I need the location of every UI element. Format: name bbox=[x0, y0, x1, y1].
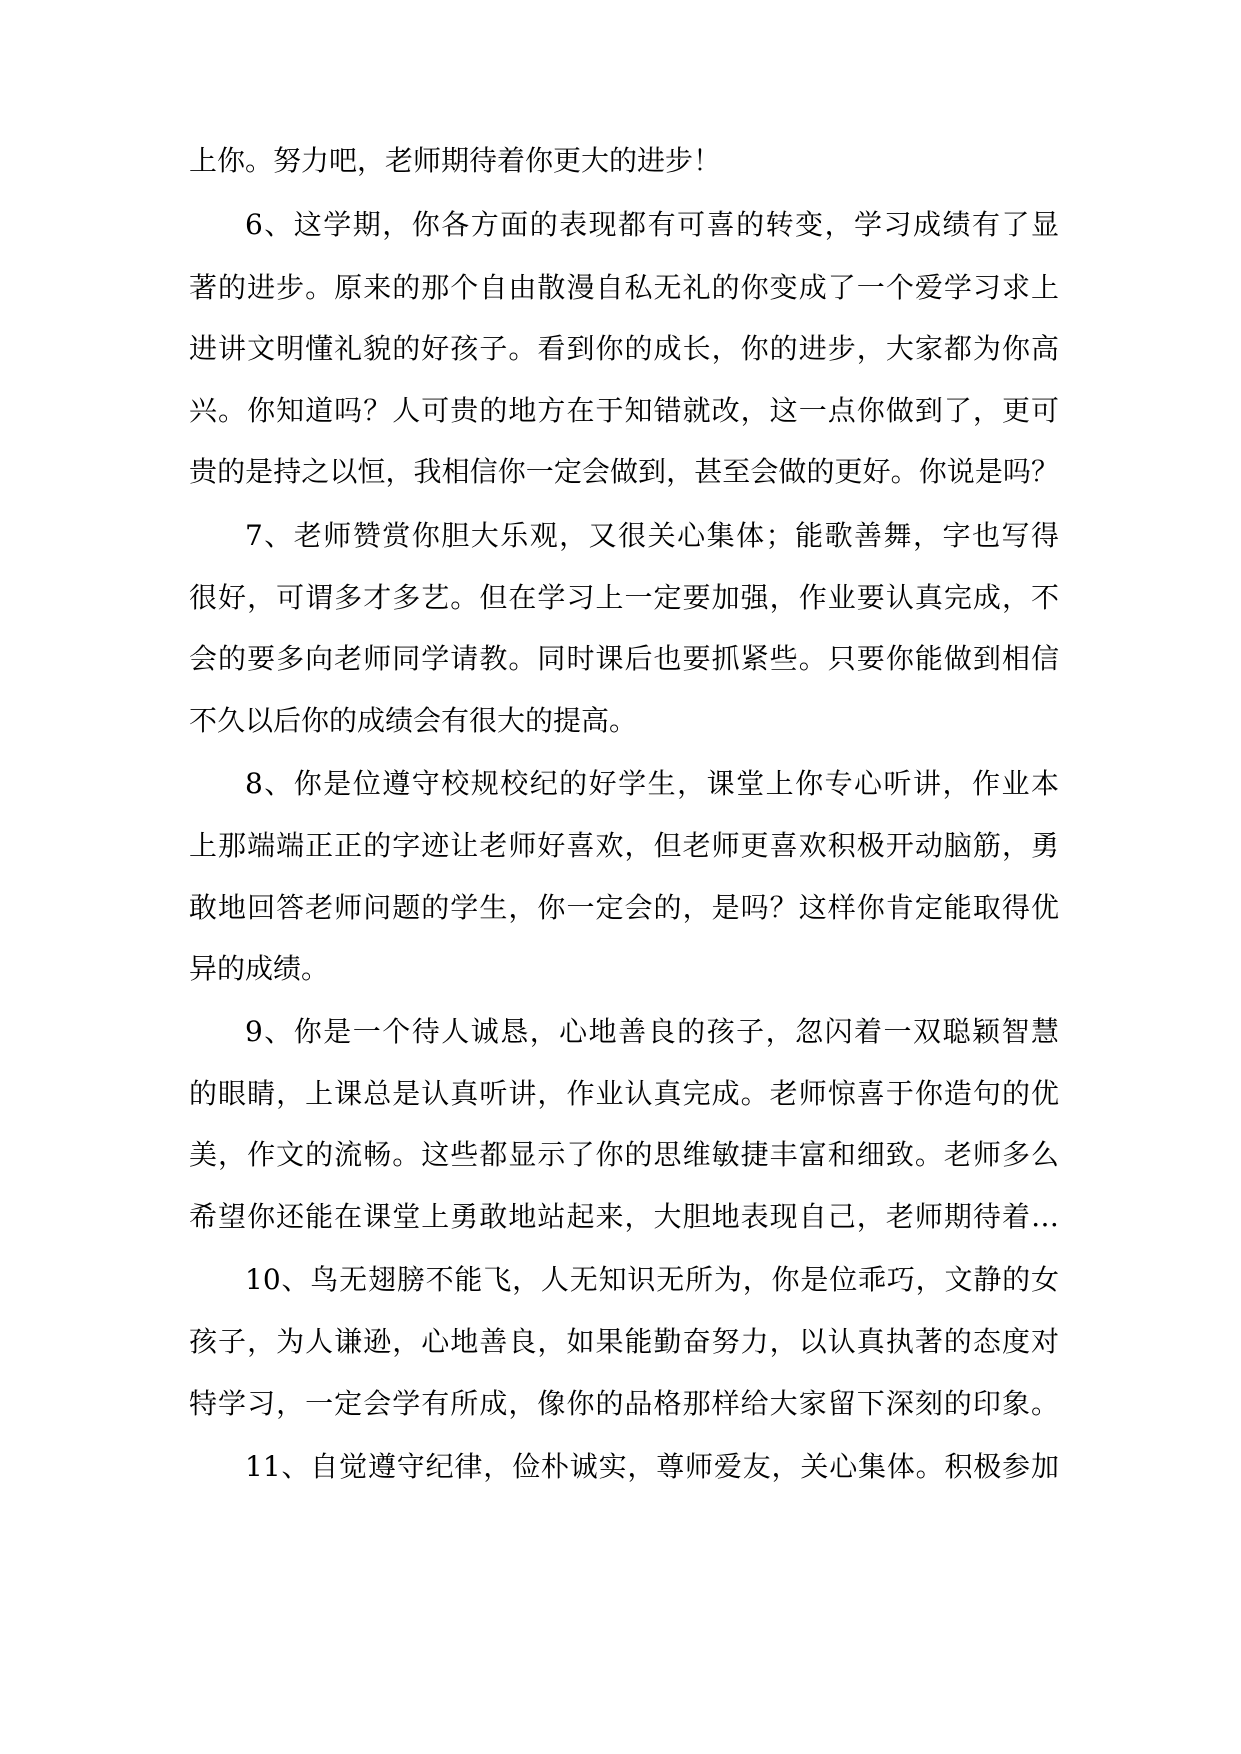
paragraph-8-line-4: 异的成绩。 bbox=[189, 952, 330, 985]
paragraph-9-line-1: 9、你是一个待人诚恳，心地善良的孩子，忽闪着一双聪颖智慧 bbox=[245, 1015, 1059, 1048]
paragraph-6-line-2: 著的进步。原来的那个自由散漫自私无礼的你变成了一个爱学习求上 bbox=[189, 271, 1059, 304]
paragraph-6-line-3: 进讲文明懂礼貌的好孩子。看到你的成长，你的进步，大家都为你高 bbox=[189, 332, 1059, 365]
paragraph-6-line-4: 兴。你知道吗？人可贵的地方在于知错就改，这一点你做到了，更可 bbox=[189, 394, 1059, 427]
paragraph-11-line-1: 11、自觉遵守纪律，俭朴诚实，尊师爱友，关心集体。积极参加 bbox=[245, 1450, 1059, 1483]
paragraph-6-line-1: 6、这学期，你各方面的表现都有可喜的转变，学习成绩有了显 bbox=[245, 208, 1059, 241]
paragraph-9-line-4: 希望你还能在课堂上勇敢地站起来，大胆地表现自己，老师期待着… bbox=[189, 1200, 1059, 1233]
paragraph-6-line-5: 贵的是持之以恒，我相信你一定会做到，甚至会做的更好。你说是吗？ bbox=[189, 455, 1059, 488]
paragraph-7-line-3: 会的要多向老师同学请教。同时课后也要抓紧些。只要你能做到相信 bbox=[189, 642, 1059, 675]
paragraph-10-line-2: 孩子，为人谦逊，心地善良，如果能勤奋努力，以认真执著的态度对 bbox=[189, 1325, 1059, 1358]
paragraph-10-line-1: 10、鸟无翅膀不能飞，人无知识无所为，你是位乖巧，文静的女 bbox=[245, 1263, 1059, 1296]
paragraph-7-line-4: 不久以后你的成绩会有很大的提高。 bbox=[189, 704, 638, 737]
paragraph-9-line-3: 美，作文的流畅。这些都显示了你的思维敏捷丰富和细致。老师多么 bbox=[189, 1138, 1059, 1171]
paragraph-8-line-2: 上那端端正正的字迹让老师好喜欢，但老师更喜欢积极开动脑筋，勇 bbox=[189, 829, 1059, 862]
text-line-1: 上你。努力吧，老师期待着你更大的进步！ bbox=[189, 144, 722, 177]
paragraph-7-line-1: 7、老师赞赏你胆大乐观，又很关心集体；能歌善舞，字也写得 bbox=[245, 519, 1059, 552]
paragraph-8-line-3: 敢地回答老师问题的学生，你一定会的，是吗？这样你肯定能取得优 bbox=[189, 891, 1059, 924]
paragraph-8-line-1: 8、你是位遵守校规校纪的好学生，课堂上你专心听讲，作业本 bbox=[245, 767, 1059, 800]
paragraph-9-line-2: 的眼睛，上课总是认真听讲，作业认真完成。老师惊喜于你造句的优 bbox=[189, 1077, 1059, 1110]
paragraph-10-line-3: 特学习，一定会学有所成，像你的品格那样给大家留下深刻的印象。 bbox=[189, 1387, 1059, 1420]
paragraph-7-line-2: 很好，可谓多才多艺。但在学习上一定要加强，作业要认真完成，不 bbox=[189, 581, 1059, 614]
